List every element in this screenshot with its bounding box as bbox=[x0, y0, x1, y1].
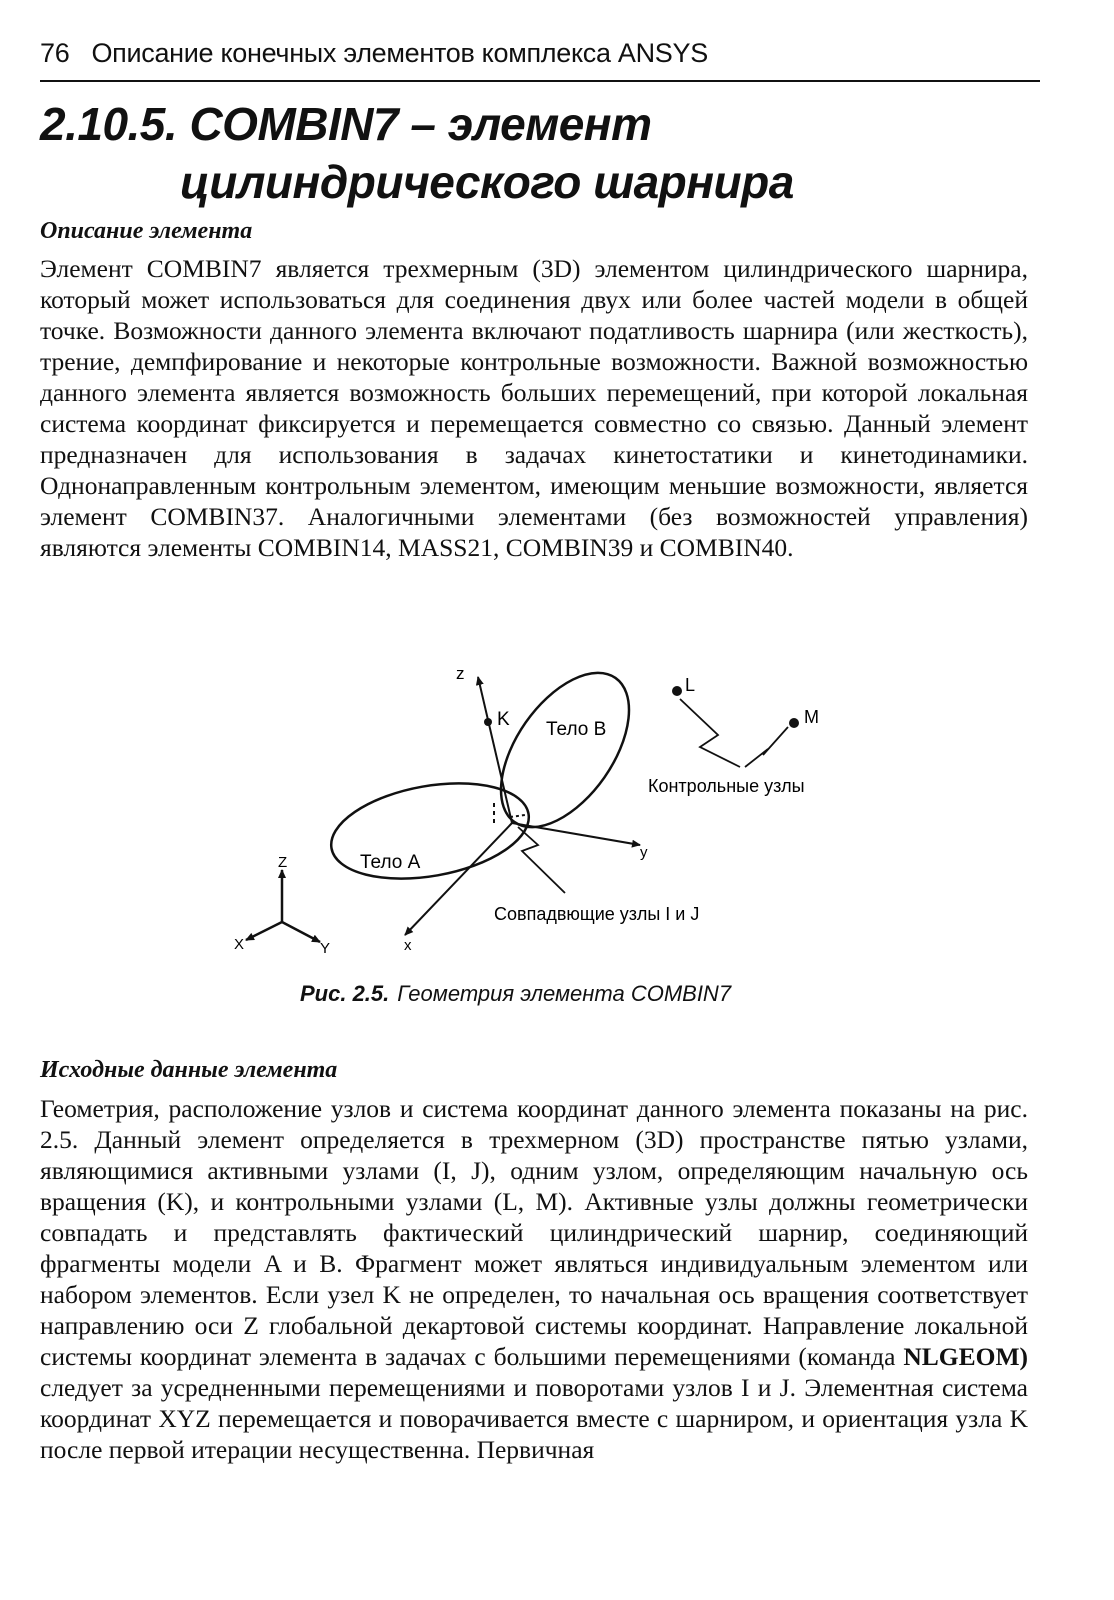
running-head-title: Описание конечных элементов комплекса ANSYS bbox=[91, 38, 708, 68]
leader-to-ij bbox=[518, 827, 565, 893]
label-body-b: Тело B bbox=[546, 719, 607, 740]
figure-drawing bbox=[220, 655, 920, 955]
label-node-l: L bbox=[685, 675, 696, 695]
body-b-ellipse bbox=[475, 655, 655, 850]
input-data-heading: Исходные данные элемента bbox=[40, 1057, 338, 1083]
global-y-axis bbox=[282, 922, 320, 942]
label-node-m: M bbox=[804, 707, 819, 727]
figure-caption bbox=[300, 981, 900, 1007]
caption-number: Рис. 2.5. bbox=[300, 981, 390, 1006]
header-rule bbox=[40, 80, 1040, 82]
node-m-dot bbox=[789, 718, 799, 728]
node-l-dot bbox=[672, 686, 682, 696]
local-z-axis bbox=[478, 677, 512, 823]
input-data-paragraph bbox=[40, 1093, 1028, 1465]
section-title-line2: цилиндрического шарнира bbox=[180, 156, 794, 208]
leader-to-l bbox=[680, 699, 740, 767]
figure-combin7-geometry bbox=[220, 655, 920, 955]
label-global-z: Z bbox=[278, 854, 288, 871]
label-global-x: X bbox=[234, 936, 245, 953]
joint-dashed-mark-2 bbox=[510, 815, 525, 817]
label-node-k: K bbox=[497, 709, 510, 730]
label-local-z: z bbox=[456, 664, 465, 683]
label-local-x: x bbox=[404, 937, 412, 954]
global-x-axis bbox=[246, 922, 282, 940]
input-data-text-part1: Геометрия, расположение узлов и система координат данного элемента показаны на рис. 2.5. Данный элемент определяется в трехмерном (3D) пространстве пятью узлами, являющимися активными узлами (I, J), одним узлом, определяющим начальную ось вращения (K), и контрольными узлами (L, M). Активные узлы должны геометрически совпадать и представлять фактический цилиндрический шарнир, соединяющий фрагменты модели A и B. Фрагмент может являться индивидуальным элементом или набором элементов. Если узел K не определен, то начальная ось вращения соответствует направлению оси Z глобальной декартовой системы координат. Направление локальной системы координат элемента в задачах с большими перемещениями (команда bbox=[40, 1094, 1028, 1371]
label-global-y: Y bbox=[320, 940, 331, 955]
input-data-text-part2: следует за усредненными перемещениями и поворотами узлов I и J. Элементная система координат XYZ перемещается и поворачивается вместе с шарниром, и ориентация узла K после первой итерации несущественна. Первичная bbox=[40, 1373, 1028, 1464]
node-k-dot bbox=[484, 718, 492, 726]
label-local-y: y bbox=[640, 844, 648, 861]
label-coincident-nodes: Совпадвющие узлы I и J bbox=[494, 904, 700, 924]
local-y-axis bbox=[512, 823, 640, 845]
section-title-line1: 2.10.5. COMBIN7 – элемент bbox=[40, 98, 652, 150]
label-control-nodes: Контрольные узлы bbox=[648, 776, 805, 796]
description-paragraph: Элемент COMBIN7 является трехмерным (3D) элементом цилиндрического шарнира, который может использоваться для соединения двух или более частей модели в общей точке. Возможности данного элемента включают податливость шарнира (или жесткость), трение, демпфирование и некоторые контрольные возможности. Важной возможностью данного элемента является возможность больших перемещений, при которой локальная система координат фиксируется и перемещается совместно со связью. Данный элемент предназначен для использования в задачах кинетостатики и кинетодинамики. Однонаправленным контрольным элементом, имеющим меньшие возможности, является элемент COMBIN37. Аналогичными элементами (без возможностей управления) являются элементы COMBIN14, MASS21, COMBIN39 и COMBIN40. bbox=[40, 254, 1028, 562]
description-heading: Описание элемента bbox=[40, 218, 253, 244]
page-number: 76 bbox=[40, 38, 70, 68]
section-title bbox=[40, 95, 1040, 211]
caption-text: Геометрия элемента COMBIN7 bbox=[397, 981, 732, 1006]
leader-to-m bbox=[745, 727, 788, 767]
command-nlgeom: NLGEOM) bbox=[903, 1342, 1029, 1371]
running-head bbox=[40, 38, 1080, 69]
label-body-a: Тело A bbox=[360, 852, 421, 873]
